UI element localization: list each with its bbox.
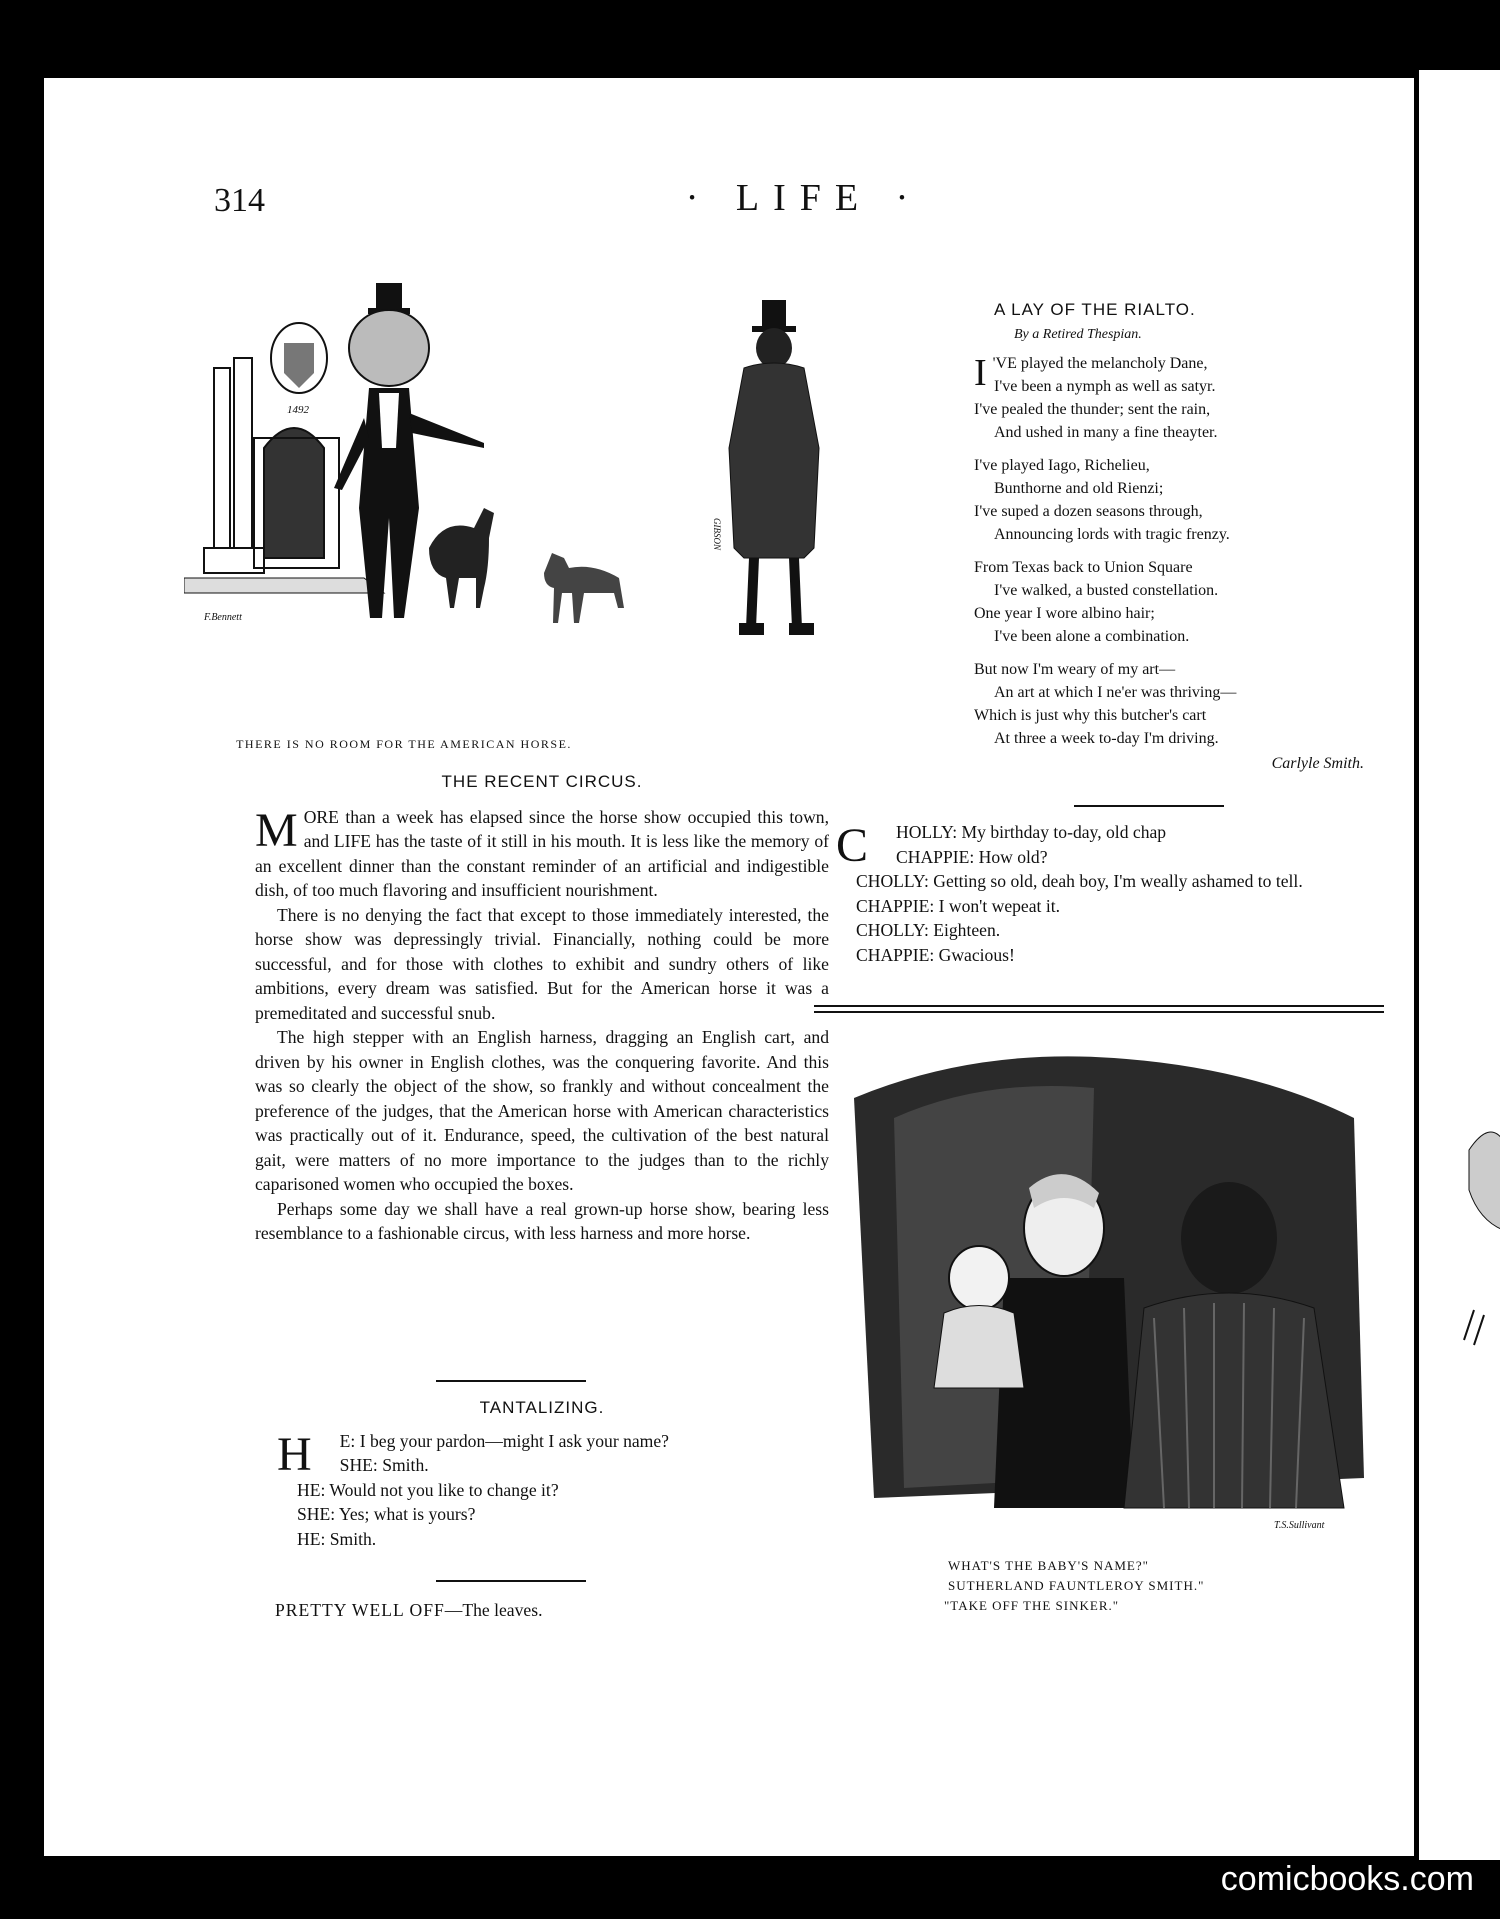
poem-line: But now I'm weary of my art— — [974, 661, 1176, 678]
cholly-line-6: CHAPPIE: Gwacious! — [856, 944, 1015, 965]
article-paragraph-2: There is no denying the fact that except to those immediately interested, the horse show was depressingly trivial. Financially, nothing could be more successful, and for those with clothes to exhibit and sundry others of like ambitions, every dream was satisfied. But for the American horse it was a premeditated and successful snub. — [255, 904, 829, 1023]
tantalizing-line-1: E: I beg your pardon—might I ask your name? — [339, 1430, 669, 1451]
divider-rule — [436, 1580, 586, 1582]
poem-stanza-4 — [974, 658, 1374, 750]
page-number: 314 — [214, 182, 265, 219]
illustration2-signature: T.S.Sullivant — [1274, 1520, 1325, 1531]
poem-line: I've pealed the thunder; sent the rain, — [974, 401, 1211, 418]
cholly-line-2: CHAPPIE: How old? — [896, 846, 1048, 867]
cholly-line-5: CHOLLY: Eighteen. — [856, 920, 1001, 940]
pretty-well-off-text: —The leaves. — [444, 1600, 543, 1620]
poem-line: An art at which I ne'er was thriving— — [994, 684, 1237, 701]
poem-line: And ushed in many a fine theayter. — [994, 424, 1218, 441]
article-drop-cap: M — [255, 803, 298, 857]
poem-line: At three a week to-day I'm driving. — [994, 730, 1219, 747]
poem-drop-cap: I — [974, 352, 987, 394]
poem-line: I've suped a dozen seasons through, — [974, 503, 1203, 520]
illustration-thespian — [704, 288, 854, 658]
next-page-edge — [1416, 70, 1500, 1860]
double-rule-top — [814, 1005, 1384, 1007]
article-paragraph-1: ORE than a week has elapsed since the horse show occupied this town, and LIFE has the taste of it still in his mouth. It is less like the memory of an excellent dinner than the constant reminder of an artificial and indigestible dish, of too much flavoring and insufficient nourishment. — [255, 806, 829, 900]
masthead: · LIFE · — [685, 177, 923, 219]
poem-line: I've been alone a combination. — [994, 628, 1190, 645]
poem-line: Bunthorne and old Rienzi; — [994, 480, 1164, 497]
next-page-sketch — [1459, 1110, 1500, 1370]
poem-author: Carlyle Smith. — [1271, 755, 1364, 772]
magazine-page — [44, 78, 1414, 1856]
article-paragraph-4: Perhaps some day we shall have a real grown-up horse show, bearing less resemblance to a fashionable circus, with less harness and more horse. — [255, 1198, 829, 1243]
poem-title: A LAY OF THE RIALTO. — [994, 300, 1196, 319]
cholly-dialog — [814, 820, 1384, 967]
poem-line: 'VE played the melancholy Dane, — [992, 355, 1208, 372]
poem-line: I've been a nymph as well as satyr. — [994, 378, 1216, 395]
crest-year: 1492 — [287, 404, 309, 416]
poem-line: I've played Iago, Richelieu, — [974, 457, 1150, 474]
tantalizing-drop-cap: H — [277, 1427, 312, 1481]
poem-line: From Texas back to Union Square — [974, 559, 1193, 576]
tantalizing-heading: TANTALIZING. — [479, 1398, 605, 1417]
poem-stanza-2 — [974, 454, 1374, 546]
poem-line: Announcing lords with tragic frenzy. — [994, 526, 1230, 543]
cholly-line-1: HOLLY: My birthday to-day, old chap — [896, 822, 1167, 842]
divider-rule — [1074, 805, 1224, 807]
poem-byline: By a Retired Thespian. — [1014, 327, 1142, 342]
poem-line: Which is just why this butcher's cart — [974, 707, 1207, 724]
tantalizing-line-2: SHE: Smith. — [339, 1455, 429, 1475]
poem-lay-of-the-rialto — [974, 298, 1374, 775]
thespian-signature: GIBSON — [712, 518, 722, 550]
poem-stanza-3 — [974, 556, 1374, 648]
tantalizing-line-3: HE: Would not you like to change it? — [297, 1479, 559, 1500]
poem-line: I've walked, a busted constellation. — [994, 582, 1219, 599]
illustration-baby-scene — [834, 1038, 1394, 1548]
cholly-line-4: CHAPPIE: I won't wepeat it. — [856, 895, 1061, 916]
caption-line-1: WHAT'S THE BABY'S NAME?" — [948, 1558, 1149, 1573]
tantalizing-line-5: HE: Smith. — [297, 1528, 377, 1549]
illustration2-caption — [944, 1556, 1344, 1616]
watermark: comicbooks.com — [1220, 1860, 1474, 1898]
pretty-well-off-label: PRETTY WELL OFF — [275, 1600, 445, 1620]
tantalizing-section — [255, 1396, 829, 1551]
double-rule-bottom — [814, 1011, 1384, 1013]
poem-stanza-1 — [974, 352, 1374, 444]
caption-line-3: "TAKE OFF THE SINKER." — [944, 1598, 1120, 1613]
illustration1-signature: F.Bennett — [204, 612, 242, 623]
illustration-lion-and-horses — [184, 248, 624, 628]
cholly-drop-cap: C — [836, 819, 869, 872]
pretty-well-off — [275, 1598, 775, 1623]
tantalizing-line-4: SHE: Yes; what is yours? — [297, 1504, 476, 1524]
poem-line: One year I wore albino hair; — [974, 605, 1155, 622]
article-recent-circus — [255, 770, 829, 1246]
cholly-line-3: CHOLLY: Getting so old, deah boy, I'm weally ashamed to tell. — [856, 871, 1303, 891]
caption-line-2: SUTHERLAND FAUNTLEROY SMITH." — [948, 1578, 1205, 1593]
divider-rule — [436, 1380, 586, 1382]
illustration1-caption: THERE IS NO ROOM FOR THE AMERICAN HORSE. — [236, 737, 572, 751]
article-paragraph-3: The high stepper with an English harness, dragging an English cart, and driven by his owner in English clothes, was the conquering favorite. And this was so clearly the object of the show, so frankly and without concealment the preference of the judges, that the American horse with American characteristics was practically out of it. Endurance, speed, the cultivation of the best natural gait, were matters of no more importance to the judges than to the richly caparisoned women who occupied the boxes. — [255, 1027, 829, 1194]
article-heading: THE RECENT CIRCUS. — [441, 772, 643, 791]
